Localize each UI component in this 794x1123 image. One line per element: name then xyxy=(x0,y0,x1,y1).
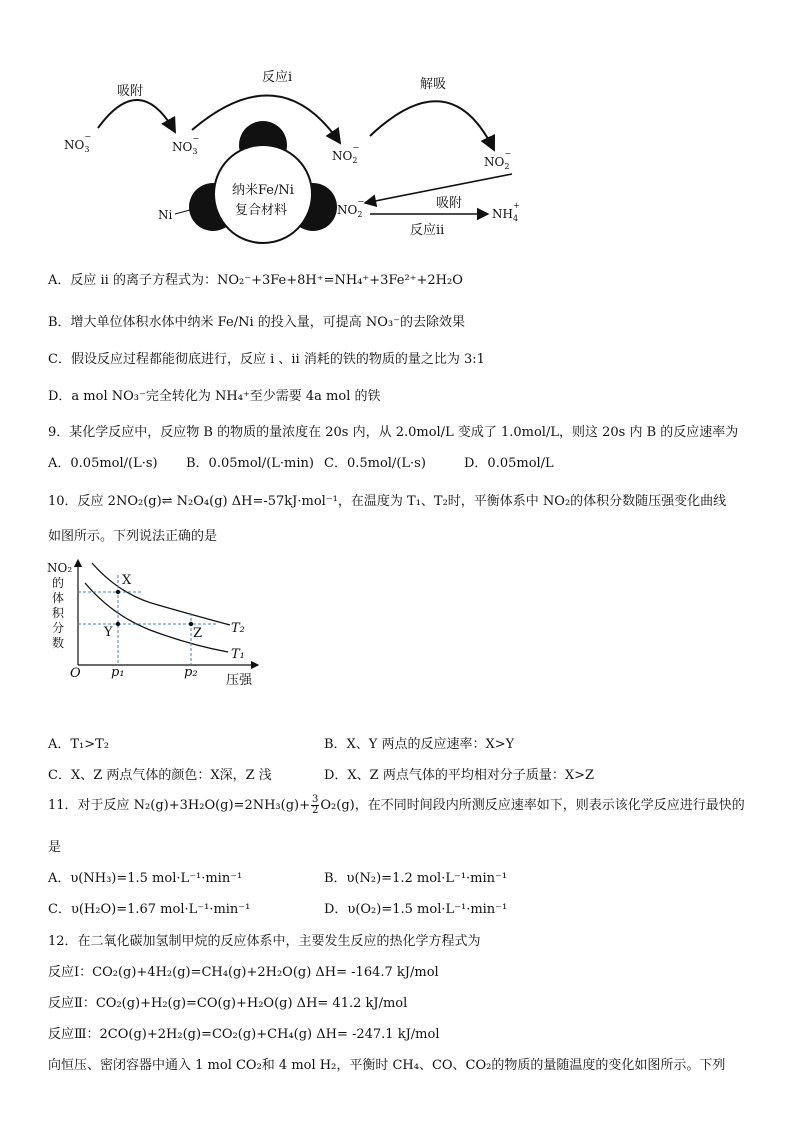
nh4-label: NH $_{+ 4}$ xyxy=(492,201,520,224)
q10-option-c: C．X、Z 两点气体的颜色：X深，Z 浅 xyxy=(48,768,272,783)
composite-label-1: 纳米Fe/Ni xyxy=(232,183,294,198)
q11-frac-num: 3 xyxy=(312,794,319,805)
x-tick-p1: p₁ xyxy=(111,665,125,680)
origin-label: O xyxy=(70,666,81,681)
q11-option-d: D．υ(O₂)=1.5 mol·L⁻¹·min⁻¹ xyxy=(324,902,508,917)
reaction-i-label: 反应i xyxy=(262,70,293,85)
series-t2-label: T₂ xyxy=(231,621,245,636)
q11-option-b: B．υ(N₂)=1.2 mol·L⁻¹·min⁻¹ xyxy=(324,871,508,886)
desorb-arrow xyxy=(370,101,494,150)
q8-option-a: A．反应 ii 的离子方程式为：NO₂⁻+3Fe+8H⁺=NH₄⁺+3Fe²⁺+2H₂O xyxy=(48,273,463,288)
no2-label-a: NO $_{- 2}$ xyxy=(332,143,360,166)
q8-option-d: D．a mol NO₃⁻完全转化为 NH₄⁺至少需要 4a mol 的铁 xyxy=(48,389,381,404)
q12-reaction-2: 反应Ⅱ：CO₂(g)+H₂(g)=CO(g)+H₂O(g) ΔH= 41.2 kJ/mol xyxy=(48,996,408,1011)
q11-stem-line2: 是 xyxy=(48,840,62,855)
q11-frac-den: 2 xyxy=(312,805,319,816)
curve-t2 xyxy=(92,563,230,625)
q11-stem-line1 xyxy=(48,794,745,816)
no2-label-b: NO $_{- 2}$ xyxy=(484,149,512,172)
q11-stem-post: O₂(g)，在不同时间段内所测反应速率如下，则表示该化学反应进行最快的 xyxy=(320,798,745,813)
q11-fraction xyxy=(311,795,319,816)
desorb-label: 解吸 xyxy=(420,77,447,92)
q11-stem-pre: 11．对于反应 N₂(g)+3H₂O(g)=2NH₃(g)+ xyxy=(48,798,311,813)
q9-option-b: B．0.05mol/(L·min) xyxy=(186,456,314,471)
ni-label: Ni xyxy=(158,208,173,222)
q11-option-c: C．υ(H₂O)=1.67 mol·L⁻¹·min⁻¹ xyxy=(48,902,251,917)
composite-label-2: 复合材料 xyxy=(235,203,288,218)
point-z-label: Z xyxy=(193,626,203,641)
q9-option-c: C．0.5mol/(L·s) xyxy=(324,456,426,471)
ni-pointer xyxy=(175,210,190,214)
q9-option-d: D．0.05mol/L xyxy=(464,456,554,471)
chart-xlabel: 压强 xyxy=(226,673,253,688)
chart-ylabel: NO₂的体积分数 xyxy=(47,561,73,650)
q10-option-d: D．X、Z 两点气体的平均相对分子质量：X>Z xyxy=(324,768,595,783)
q10-option-b: B．X、Y 两点的反应速率：X>Y xyxy=(324,737,515,752)
q8-option-b: B．增大单位体积水体中纳米 Fe/Ni 的投入量，可提高 NO₃⁻的去除效果 xyxy=(48,315,465,330)
q12-stem: 12．在二氧化碳加氢制甲烷的反应体系中，主要发生反应的热化学方程式为 xyxy=(48,934,481,949)
q10-stem-line1: 10．反应 2NO₂(g)⇌ N₂O₄(g) ΔH=-57kJ·mol⁻¹，在温度为 T₁、T₂时，平衡体系中 NO₂的体积分数随压强变化曲线 xyxy=(48,494,727,509)
q9-stem: 9．某化学反应中，反应物 B 的物质的量浓度在 20s 内，从 2.0mol/L 变成了 1.0mol/L，则这 20s 内 B 的反应速率为 xyxy=(48,425,739,440)
adsorb-arrow xyxy=(98,100,175,132)
no3-label-b: NO $_{- 3}$ xyxy=(172,134,200,157)
no3-label-a: NO $_{- 3}$ xyxy=(64,132,92,155)
no2-label-c: NO $_{- 2}$ xyxy=(337,197,365,220)
q10-option-a: A．T₁>T₂ xyxy=(48,737,110,752)
q9-option-a: A．0.05mol/(L·s) xyxy=(48,456,158,471)
adsorb-label-2: 吸附 xyxy=(436,196,463,211)
point-y-label: Y xyxy=(104,625,113,640)
q10-stem-line2: 如图所示。下列说法正确的是 xyxy=(48,529,218,544)
point-x-label: X xyxy=(122,573,132,588)
point-x xyxy=(116,590,120,594)
reaction-ii-label: 反应ii xyxy=(410,223,445,238)
curve-t1 xyxy=(85,583,228,652)
x-tick-p2: p₂ xyxy=(184,665,198,680)
reaction-diagram xyxy=(0,0,794,250)
q11-option-a: A．υ(NH₃)=1.5 mol·L⁻¹·min⁻¹ xyxy=(48,871,243,886)
q8-option-c: C．假设反应过程都能彻底进行，反应 ⅰ 、ⅱ 消耗的铁的物质的量之比为 3:1 xyxy=(48,352,485,367)
series-t1-label: T₁ xyxy=(231,647,245,662)
adsorb-label-1: 吸附 xyxy=(117,84,144,99)
q12-reaction-1: 反应Ⅰ：CO₂(g)+4H₂(g)=CH₄(g)+2H₂O(g) ΔH= -164.7 kJ/mol xyxy=(48,965,439,980)
diagram-graphics xyxy=(0,0,794,250)
point-y xyxy=(116,622,120,626)
q12-reaction-3: 反应Ⅲ：2CO(g)+2H₂(g)=CO₂(g)+CH₄(g) ΔH= -247.1 kJ/mol xyxy=(48,1027,440,1042)
q12-last-line: 向恒压、密闭容器中通入 1 mol CO₂和 4 mol H₂，平衡时 CH₄、CO、CO₂的物质的量随温度的变化如图所示。下列 xyxy=(48,1058,726,1073)
q10-chart xyxy=(40,555,270,690)
